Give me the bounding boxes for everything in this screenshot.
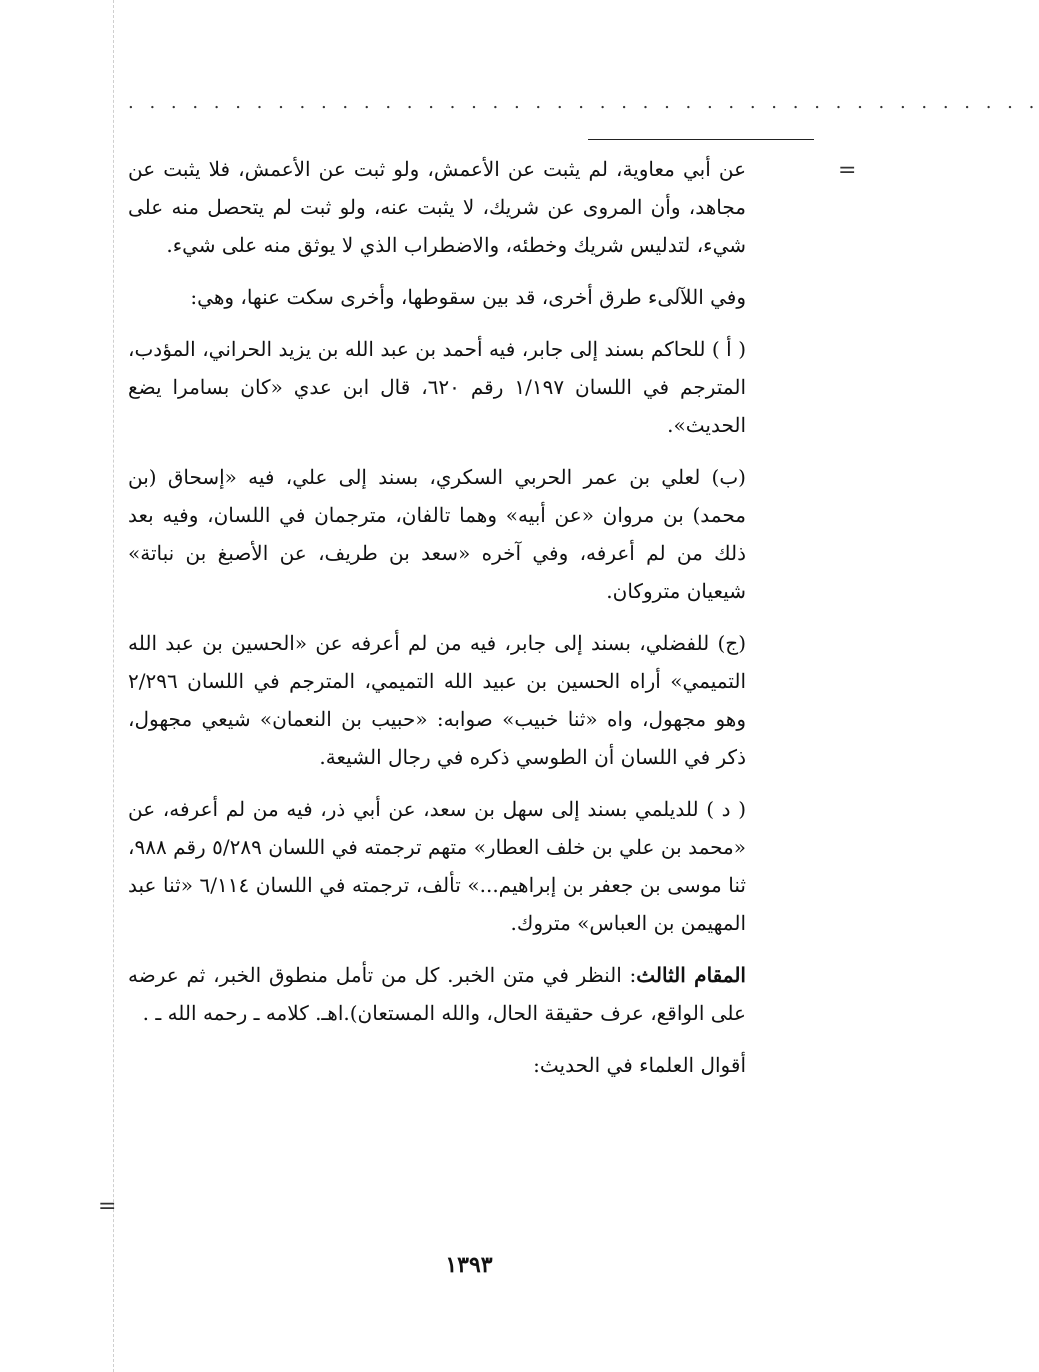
paragraph-1: عن أبي معاوية، لم يثبت عن الأعمش، ولو ثبت عن الأعمش، فلا يثبت عن مجاهد، وأن المروى عن شريك، لا يثبت عنه، ولو ثبت لم يتحصل منه على شيء، لتدليس شريك وخطئه، والاضطراب الذي لا يوثق منه على شيء. [128, 157, 746, 257]
third-station-text: : النظر في متن الخبر. كل من تأمل منطوق الخبر، ثم عرضه على الواقع، عرف حقيقة الحال، والله المستعان).اهـ. كلامه ـ رحمه الله ـ . [128, 963, 746, 1025]
paragraph-2: وفي اللآلىء طرق أخرى، قد بين سقوطها، وأخرى سكت عنها، وهي: [190, 285, 746, 309]
header-dotted-line: . . . . . . . . . . . . . . . . . . . . . . . . . . . . . . . . . . . . . . . . . . . [128, 92, 1039, 113]
paragraph-ba: (ب) لعلي بن عمر الحربي السكري، بسند إلى علي، فيه «إسحاق (بن محمد) بن مروان «عن أبيه» وهما تالفان، مترجمان في اللسان، وفيه بعد ذلك من لم أعرفه، وفي آخره «سعد بن طريف، عن الأصبغ بن نباتة» شيعيان متروكان. [128, 465, 746, 603]
margin-continuation-mark: = [838, 158, 857, 183]
paragraph-third-station [128, 956, 746, 1032]
paragraph-jim: (ج) للفضلي، بسند إلى جابر، فيه من لم أعرفه عن «الحسين بن عبد الله التميمي» أراه الحسين بن عبيد الله التميمي، المترجم في اللسان ٢/٢٩٦ وهو مجهول، واه «ثنا خبيب» صوابه: «حبيب بن النعمان» شيعي مجهول، ذكر في اللسان أن الطوسي ذكره في رجال الشيعة. [128, 631, 746, 769]
footnote-text [128, 150, 746, 1098]
margin-continuation-mark-bottom: = [98, 1194, 117, 1219]
paragraph-dal: ( د ) للديلمي بسند إلى سهل بن سعد، عن أبي ذر، فيه من لم أعرفه، عن «محمد بن علي بن خلف العطار» متهم ترجمته في اللسان ٥/٢٨٩ رقم ٩٨٨، ثنا موسى بن جعفر بن إبراهيم...» تألف، ترجمته في اللسان ٦/١١٤ «ثنا عبد المهيمن بن العباس» متروك. [128, 797, 746, 935]
footnote-separator-rule [588, 139, 814, 140]
binding-margin-line [113, 0, 114, 1372]
page-number: ١٣٩٣ [445, 1252, 493, 1278]
scholars-sayings-heading: أقوال العلماء في الحديث: [533, 1053, 746, 1077]
paragraph-alif: ( أ ) للحاكم بسند إلى جابر، فيه أحمد بن عبد الله بن يزيد الحراني، المؤدب، المترجم في اللسان ١/١٩٧ رقم ٦٢٠، قال ابن عدي «كان بسامرا يضع الحديث». [128, 337, 747, 437]
third-station-label: المقام الثالث [636, 963, 746, 987]
